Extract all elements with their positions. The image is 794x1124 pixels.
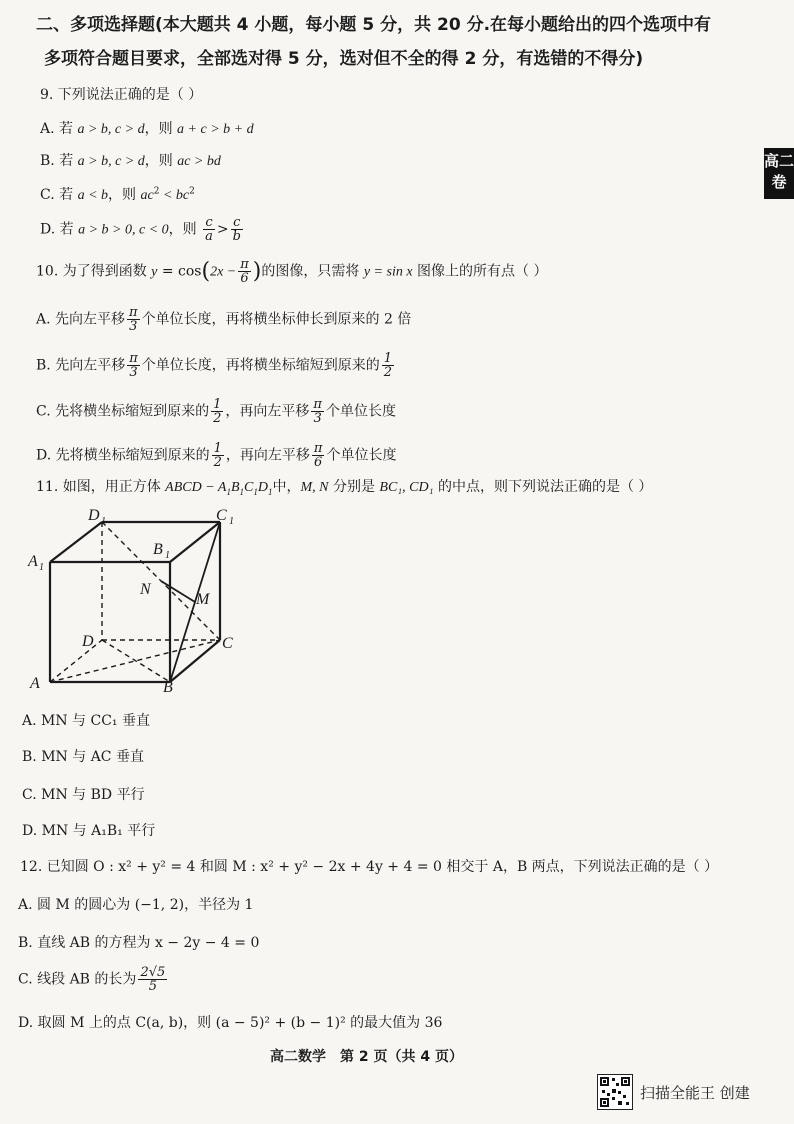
fig-label-d1: D bbox=[88, 507, 100, 524]
q9-c-math2a: ac bbox=[140, 188, 154, 203]
fig-label-c1: C bbox=[216, 507, 227, 524]
q9-a-math: a > b, c > d bbox=[77, 122, 145, 137]
q10-stem: 10. 为了得到函数 y = cos(2x − $\frac{\pi}{6}$ )的图像，只需将 y = sin x 图像上的所有点（ ） bbox=[36, 257, 548, 286]
q11-mn: M, N bbox=[300, 480, 329, 495]
q12-c-text: 线段 AB 的长为 bbox=[37, 971, 137, 988]
q9-a-label: A. bbox=[40, 121, 55, 137]
q10-c-frac2-den: 3 bbox=[313, 411, 322, 426]
q12-a-label: A. bbox=[18, 897, 33, 913]
q10-eq: = cos bbox=[157, 263, 202, 280]
fig-label-b1-sub: 1 bbox=[165, 550, 170, 561]
q10-c-t1: 先将横坐标缩短到原来的 bbox=[55, 403, 210, 420]
q10-a-frac-den: 3 bbox=[129, 319, 138, 334]
q10-option-b bbox=[36, 352, 396, 379]
q9-stem: 9. 下列说法正确的是（ ） bbox=[40, 87, 203, 103]
q10-sin: y = sin x bbox=[363, 264, 413, 280]
q11-stem: 11. 如图，用正方体 ABCD − $A_1B_1C_1D_1$中，M, N 分别是 BC₁, CD₁ 的中点，则下列说法正确的是（ ） bbox=[36, 479, 653, 497]
side-tab-line2: 卷 bbox=[771, 173, 787, 191]
q9-c-math: a < b bbox=[77, 188, 109, 203]
q11-post: 的中点，则下列说法正确的是（ ） bbox=[437, 479, 653, 495]
q10-b-t1: 先向左平移 bbox=[55, 357, 126, 374]
q10-c-label: C. bbox=[36, 403, 51, 420]
cube-figure bbox=[20, 500, 250, 700]
q9-option-c bbox=[40, 184, 195, 204]
q10-option-a bbox=[36, 306, 411, 333]
q11-pts: BC₁, CD₁ bbox=[379, 480, 434, 495]
q10-d-t2: ，再向左平移 bbox=[225, 447, 310, 464]
q9-a-pre: 若 bbox=[59, 121, 74, 137]
fig-label-a: A bbox=[30, 675, 40, 692]
q12-d-text: 取圆 M 上的点 C(a, b)，则 (a − 5)² + (b − 1)² 的最大值为 36 bbox=[37, 1015, 443, 1031]
section-title-line2: 多项符合题目要求，全部选对得 5 分，选对但不全的得 2 分，有选错的不得分) bbox=[44, 49, 644, 69]
q9-d-frac2 bbox=[231, 216, 243, 243]
fig-label-m: M bbox=[196, 591, 210, 608]
q12-option-c bbox=[18, 966, 169, 993]
q9-b-math: a > b, c > d bbox=[77, 154, 145, 169]
q9-d-frac2-den: b bbox=[232, 229, 241, 244]
q9-d-mid: ，则 bbox=[168, 221, 197, 238]
q10-frac-den: 6 bbox=[240, 271, 249, 286]
q10-b-frac-num: π bbox=[129, 351, 138, 366]
q9-d-label: D. bbox=[40, 221, 56, 238]
q9-c-math2b: < bc bbox=[159, 188, 190, 203]
q9-c-label: C. bbox=[40, 187, 55, 203]
q12-b-label: B. bbox=[18, 935, 33, 951]
q12-c-frac-den: 5 bbox=[148, 979, 157, 994]
q10-b-frac2-num: 1 bbox=[383, 351, 393, 366]
q10-b-label: B. bbox=[36, 357, 51, 374]
q11-pre: 11. 如图，用正方体 bbox=[36, 479, 161, 495]
q12-stem: 12. 已知圆 O : x² + y² = 4 和圆 M : x² + y² − 2x + 4y + 4 = 0 相交于 A，B 两点，下列说法正确的是（ ） bbox=[20, 859, 719, 875]
q10-c-frac1-num: 1 bbox=[213, 397, 222, 412]
q12-option-a bbox=[18, 894, 253, 914]
q10-d-frac1-num: 1 bbox=[213, 441, 222, 456]
q10-d-frac1-den: 2 bbox=[213, 455, 222, 470]
q10-option-c bbox=[36, 398, 396, 425]
q11-b-text: MN 与 AC 垂直 bbox=[41, 749, 144, 765]
q12-c-frac bbox=[138, 966, 167, 993]
q10-frac bbox=[238, 258, 251, 285]
q11-cube: ABCD − A bbox=[165, 480, 227, 495]
q9-option-b bbox=[40, 150, 221, 170]
fig-label-b: B bbox=[163, 679, 173, 696]
q11-c-label: C. bbox=[22, 787, 37, 803]
q9-d-frac1 bbox=[203, 216, 215, 243]
q10-pre: 10. 为了得到函数 bbox=[36, 263, 147, 280]
q10-inner: 2x − bbox=[210, 264, 237, 280]
q11-option-c bbox=[22, 784, 145, 804]
fig-label-c1-sub: 1 bbox=[229, 516, 234, 527]
q12-option-b bbox=[18, 932, 259, 952]
q10-option-d bbox=[36, 442, 396, 469]
q10-c-t2: ，再向左平移 bbox=[225, 403, 310, 420]
q9-d-frac2-num: c bbox=[231, 216, 243, 230]
q9-c-sup2: 2 bbox=[153, 186, 160, 197]
q9-b-pre: 若 bbox=[59, 153, 74, 169]
q9-option-d bbox=[40, 216, 245, 243]
q9-c-sup3: 2 bbox=[189, 186, 195, 197]
q12-option-d bbox=[18, 1012, 442, 1032]
q9-d-gt: > bbox=[216, 221, 229, 238]
q12-c-label: C. bbox=[18, 971, 33, 988]
q10-y: y bbox=[151, 264, 158, 280]
q10-b-frac2-den: 2 bbox=[383, 365, 393, 380]
q11-d-text: MN 与 A₁B₁ 平行 bbox=[41, 823, 156, 839]
fig-label-c: C bbox=[222, 635, 233, 652]
q9-c-mid: ，则 bbox=[108, 187, 137, 203]
section-title-line1: 二、多项选择题(本大题共 4 小题，每小题 5 分，共 20 分.在每小题给出的四个选项中有 bbox=[36, 15, 712, 35]
q10-b-t2: 个单位长度，再将横坐标缩短到原来的 bbox=[141, 357, 380, 374]
side-tab-line1: 高二 bbox=[764, 152, 794, 170]
q11-a-text: MN 与 CC₁ 垂直 bbox=[41, 713, 150, 729]
q12-b-text: 直线 AB 的方程为 x − 2y − 4 = 0 bbox=[37, 935, 260, 951]
q9-c-pre: 若 bbox=[59, 187, 74, 203]
q10-b-frac2 bbox=[382, 352, 394, 379]
qr-code-icon bbox=[597, 1074, 633, 1110]
q10-post1: 的图像，只需将 bbox=[261, 263, 360, 280]
q10-b-frac bbox=[127, 352, 140, 379]
fig-label-a1: A bbox=[28, 553, 38, 570]
q10-a-t2: 个单位长度，再将横坐标伸长到原来的 2 倍 bbox=[141, 311, 412, 328]
q10-c-frac2 bbox=[311, 398, 324, 425]
fig-label-b1: B bbox=[153, 541, 163, 558]
q10-d-frac2 bbox=[312, 442, 325, 469]
fig-label-d1-sub: 1 bbox=[101, 516, 106, 527]
q10-c-t3: 个单位长度 bbox=[325, 403, 396, 420]
q9-b-mid: ，则 bbox=[144, 153, 173, 169]
fig-label-a1-sub: 1 bbox=[39, 562, 44, 573]
q12-a-text: 圆 M 的圆心为 (−1, 2)，半径为 1 bbox=[37, 897, 254, 913]
q10-post2: 图像上的所有点（ ） bbox=[417, 263, 548, 280]
q10-d-t3: 个单位长度 bbox=[326, 447, 397, 464]
page-footer: 高二数学 第 2 页（共 4 页） bbox=[270, 1049, 463, 1065]
fig-label-n: N bbox=[140, 581, 151, 598]
side-tab bbox=[764, 148, 794, 199]
q11-c-text: MN 与 BD 平行 bbox=[41, 787, 145, 803]
q10-d-label: D. bbox=[36, 447, 52, 464]
q10-a-frac bbox=[127, 306, 140, 333]
q10-d-frac1 bbox=[212, 442, 224, 469]
q12-c-frac-num: 2√5 bbox=[140, 965, 166, 980]
q9-b-label: B. bbox=[40, 153, 55, 169]
q11-option-a bbox=[22, 710, 150, 730]
q9-a-math2: a + c > b + d bbox=[177, 122, 254, 137]
q9-d-math: a > b > 0, c < 0 bbox=[78, 222, 169, 238]
scanner-watermark: 扫描全能王 创建 bbox=[640, 1084, 750, 1102]
q11-option-b bbox=[22, 746, 144, 766]
q10-a-t1: 先向左平移 bbox=[55, 311, 126, 328]
q10-a-frac-num: π bbox=[129, 305, 138, 320]
q10-a-label: A. bbox=[36, 311, 51, 328]
q10-c-frac1 bbox=[211, 398, 223, 425]
fig-label-d: D bbox=[82, 633, 94, 650]
q11-b-label: B. bbox=[22, 749, 37, 765]
q9-option-a bbox=[40, 118, 254, 138]
q10-c-frac2-num: π bbox=[313, 397, 322, 412]
q11-option-d bbox=[22, 820, 155, 840]
q9-a-mid: ，则 bbox=[144, 121, 173, 137]
q9-b-math2: ac > bd bbox=[177, 154, 221, 169]
q9-d-frac1-den: a bbox=[205, 229, 213, 244]
q11-a-label: A. bbox=[22, 713, 37, 729]
q9-d-pre: 若 bbox=[59, 221, 74, 238]
q10-c-frac1-den: 2 bbox=[213, 411, 222, 426]
q9-d-frac1-num: c bbox=[203, 216, 215, 230]
q10-d-t1: 先将横坐标缩短到原来的 bbox=[55, 447, 210, 464]
q10-d-frac2-den: 6 bbox=[314, 455, 323, 470]
q11-mid: 中， bbox=[272, 479, 301, 495]
q11-mid2: 分别是 bbox=[332, 479, 375, 495]
q12-d-label: D. bbox=[18, 1015, 34, 1031]
q10-d-frac2-num: π bbox=[313, 441, 323, 456]
q10-frac-num: π bbox=[240, 257, 249, 272]
q10-b-frac-den: 3 bbox=[129, 365, 138, 380]
q11-d-label: D. bbox=[22, 823, 38, 839]
